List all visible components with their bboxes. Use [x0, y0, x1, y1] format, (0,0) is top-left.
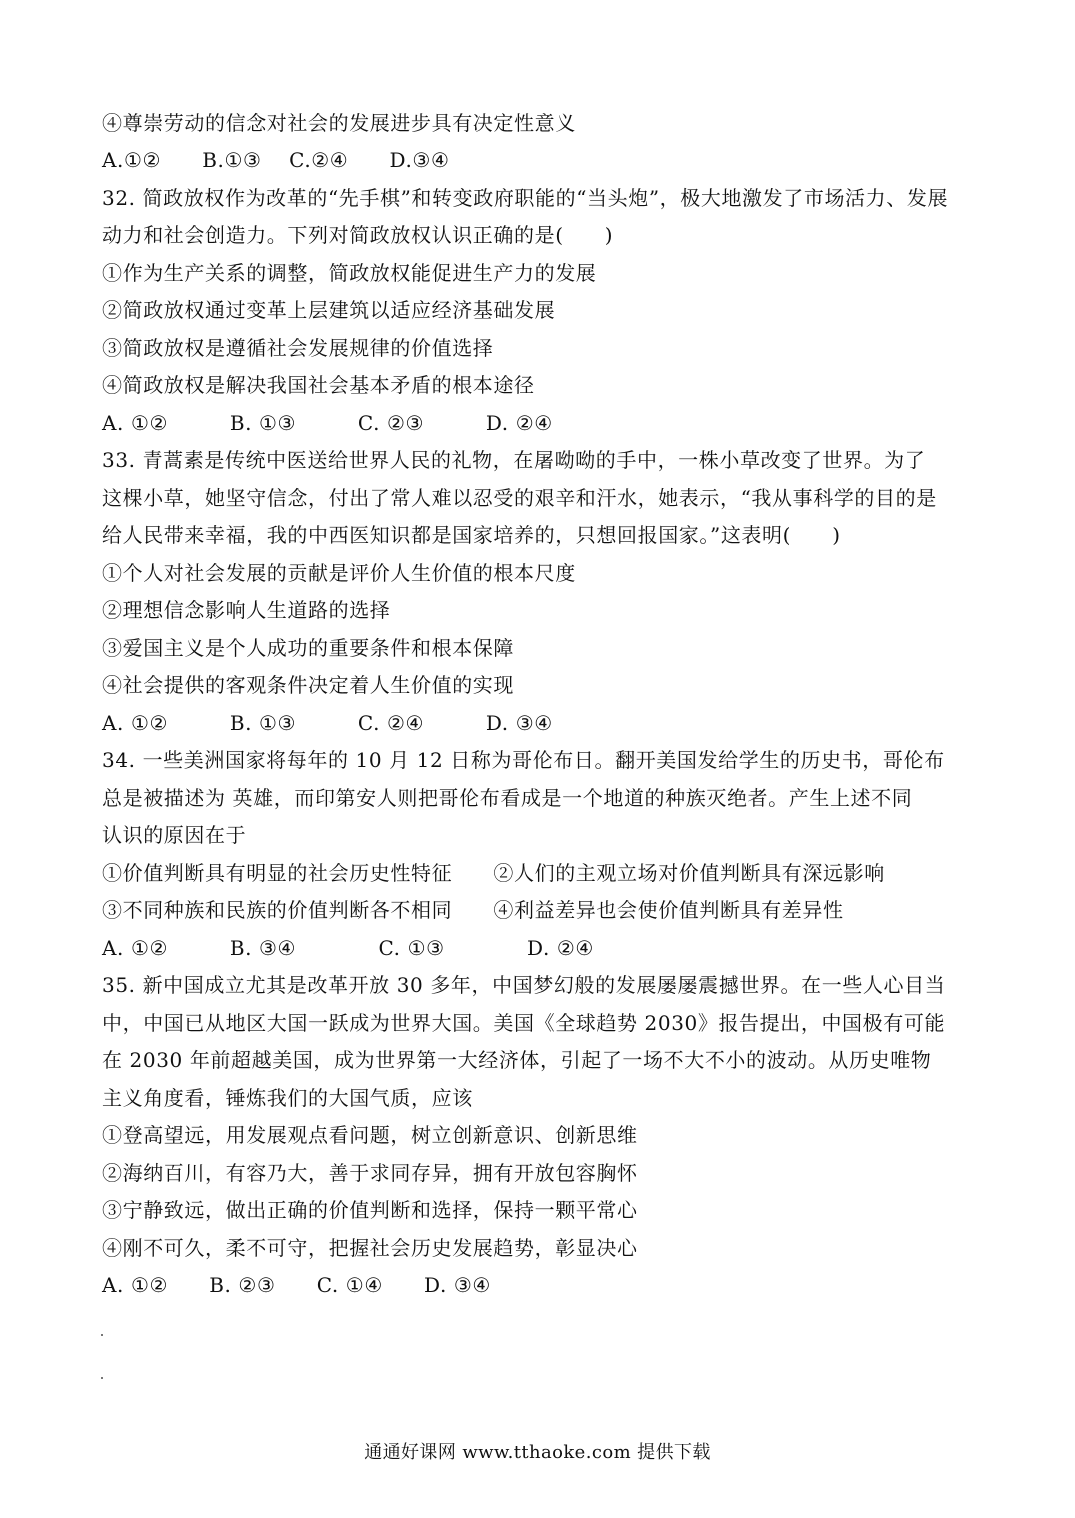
q35-option-3: ③宁静致远，做出正确的价值判断和选择，保持一颗平常心 [102, 1198, 638, 1222]
q32-option-1: ①作为生产关系的调整，简政放权能促进生产力的发展 [102, 261, 597, 285]
q33-stem-line-2: 这棵小草，她坚守信念，付出了常人难以忍受的艰辛和汗水，她表示，“我从事科学的目的是 [102, 486, 937, 510]
q31-option-4: ④尊崇劳动的信念对社会的发展进步具有决定性意义 [102, 111, 576, 135]
q35-answer-choices: A. ①② B. ②③ C. ①④ D. ③④ [102, 1273, 491, 1297]
q33-option-1: ①个人对社会发展的贡献是评价人生价值的根本尺度 [102, 561, 576, 585]
q32-stem-line-2: 动力和社会创造力。下列对简政放权认识正确的是( ) [102, 223, 614, 247]
q32-option-4: ④简政放权是解决我国社会基本矛盾的根本途径 [102, 373, 535, 397]
q35-option-2: ②海纳百川，有容乃大，善于求同存异，拥有开放包容胸怀 [102, 1161, 638, 1185]
q34-answer-choices: A. ①② B. ③④ C. ①③ D. ②④ [102, 936, 594, 960]
q34-options-row-1: ①价值判断具有明显的社会历史性特征 ②人们的主观立场对价值判断具有深远影响 [102, 861, 885, 885]
scan-speck [101, 1377, 103, 1379]
q33-option-3: ③爱国主义是个人成功的重要条件和根本保障 [102, 636, 514, 660]
scan-speck [101, 1334, 103, 1336]
q34-stem-line-2: 总是被描述为 英雄，而印第安人则把哥伦布看成是一个地道的种族灭绝者。产生上述不同 [102, 786, 913, 810]
q32-answer-choices: A. ①② B. ①③ C. ②③ D. ②④ [102, 411, 553, 435]
q34-options-row-2: ③不同种族和民族的价值判断各不相同 ④利益差异也会使价值判断具有差异性 [102, 898, 844, 922]
q33-option-2: ②理想信念影响人生道路的选择 [102, 598, 391, 622]
q32-stem-line-1: 32. 简政放权作为改革的“先手棋”和转变政府职能的“当头炮”，极大地激发了市场活力、发展 [102, 186, 949, 210]
q35-stem-line-4: 主义角度看，锤炼我们的大国气质，应该 [102, 1086, 473, 1110]
q35-stem-line-1: 35. 新中国成立尤其是改革开放 30 多年，中国梦幻般的发展屡屡震撼世界。在一些人心目当 [102, 973, 946, 997]
q35-stem-line-2: 中，中国已从地区大国一跃成为世界大国。美国《全球趋势 2030》报告提出，中国极有可能 [102, 1011, 946, 1035]
q35-stem-line-3: 在 2030 年前超越美国，成为世界第一大经济体，引起了一场不大不小的波动。从历史唯物 [102, 1048, 932, 1072]
q33-stem-line-3: 给人民带来幸福，我的中西医知识都是国家培养的，只想回报国家。”这表明( ) [102, 523, 841, 547]
q34-stem-line-1: 34. 一些美洲国家将每年的 10 月 12 日称为哥伦布日。翻开美国发给学生的历史书，哥伦布 [102, 748, 945, 772]
q35-option-1: ①登高望远，用发展观点看问题，树立创新意识、创新思维 [102, 1123, 638, 1147]
q34-stem-line-3: 认识的原因在于 [102, 823, 247, 847]
q33-option-4: ④社会提供的客观条件决定着人生价值的实现 [102, 673, 514, 697]
q32-option-2: ②简政放权通过变革上层建筑以适应经济基础发展 [102, 298, 556, 322]
q33-stem-line-1: 33. 青蒿素是传统中医送给世界人民的礼物，在屠呦呦的手中，一株小草改变了世界。为了 [102, 448, 926, 472]
q33-answer-choices: A. ①② B. ①③ C. ②④ D. ③④ [102, 711, 553, 735]
q35-option-4: ④刚不可久，柔不可守，把握社会历史发展趋势，彰显决心 [102, 1236, 638, 1260]
q31-answer-choices: A.①② B.①③ C.②④ D.③④ [102, 148, 450, 172]
q32-option-3: ③简政放权是遵循社会发展规律的价值选择 [102, 336, 494, 360]
page-footer: 通通好课网 www.tthaoke.com 提供下载 [364, 1442, 711, 1463]
